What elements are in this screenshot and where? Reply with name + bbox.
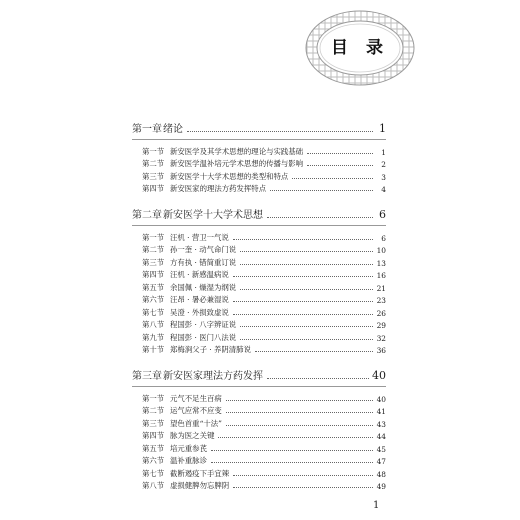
section-page: 21	[376, 283, 386, 293]
section-entry	[132, 404, 386, 417]
section-entry	[132, 144, 386, 157]
section-title: 虚损健脾勿忘脾阴	[170, 481, 230, 490]
section-title: 汪机 · 新感温病说	[170, 270, 229, 279]
leader-dots	[211, 450, 373, 451]
chapter-page: 1	[379, 122, 386, 135]
leader-dots	[226, 425, 373, 426]
leader-dots	[267, 378, 369, 379]
section-label: 第二节	[142, 159, 165, 168]
leader-dots	[240, 289, 373, 290]
leader-dots	[233, 314, 373, 315]
section-label: 第四节	[142, 431, 165, 440]
section-page: 43	[376, 419, 386, 429]
section-page: 29	[376, 321, 386, 330]
chapter-entry	[132, 202, 386, 221]
leader-dots	[218, 437, 373, 438]
section-page: 40	[376, 394, 386, 404]
chapter-title: 新安医家理法方药发挥	[163, 371, 263, 382]
section-label: 第五节	[142, 443, 165, 453]
leader-dots	[240, 264, 373, 265]
chapter-divider	[132, 386, 386, 387]
leader-dots	[233, 239, 373, 240]
section-entry	[132, 243, 386, 256]
chapter-entry	[132, 116, 386, 135]
section-title: 新安医学温补培元学术思想的传播与影响	[170, 159, 304, 168]
section-page: 36	[376, 346, 386, 355]
leader-dots	[233, 487, 373, 488]
section-page: 1	[381, 147, 386, 157]
section-page: 45	[376, 444, 386, 454]
section-title: 望色首重“十法”	[170, 418, 222, 428]
section-title: 新安医学及其学术思想的理论与实践基础	[170, 146, 304, 156]
chapter-entry	[132, 363, 386, 382]
leader-dots	[187, 131, 373, 132]
section-entry	[132, 479, 386, 492]
section-title: 孙一奎 · 动气命门说	[170, 245, 237, 254]
leader-dots	[211, 462, 373, 463]
leader-dots	[255, 351, 373, 352]
section-label: 第六节	[142, 295, 165, 304]
section-label: 第八节	[142, 320, 165, 329]
section-title: 脉为医之关键	[170, 431, 215, 440]
section-title: 郑梅涧父子 · 养阴清肺说	[170, 345, 251, 354]
section-label: 第五节	[142, 282, 165, 292]
chapter-gap	[132, 355, 386, 363]
leader-dots	[270, 190, 373, 191]
section-label: 第一节	[142, 146, 165, 156]
section-label: 第八节	[142, 481, 165, 490]
chapter-gap	[132, 194, 386, 202]
section-entry	[132, 305, 386, 318]
section-page: 2	[381, 160, 386, 169]
section-page: 41	[376, 407, 386, 416]
section-label: 第一节	[142, 393, 165, 403]
section-title: 新安医学十大学术思想的类型和特点	[170, 171, 289, 181]
section-title: 元气不足生百病	[170, 393, 222, 403]
section-entry	[132, 343, 386, 356]
section-label: 第二节	[142, 406, 165, 415]
section-title: 运气应常不应变	[170, 406, 222, 415]
section-title: 程国彭 · 八字辨证说	[170, 320, 237, 329]
section-title: 温补重脉诊	[170, 456, 207, 465]
section-entry	[132, 416, 386, 429]
section-label: 第十节	[142, 345, 165, 354]
section-page: 16	[376, 271, 386, 280]
section-entry	[132, 255, 386, 268]
chapter-page: 6	[379, 208, 386, 221]
section-title: 汪机 · 营卫一气说	[170, 232, 229, 242]
section-title: 程国彭 · 医门八法说	[170, 332, 237, 342]
leader-dots	[233, 301, 373, 302]
section-page: 6	[381, 233, 386, 243]
leader-dots	[307, 153, 373, 154]
section-entry	[132, 169, 386, 182]
section-label: 第三节	[142, 257, 165, 267]
section-page: 44	[376, 432, 386, 441]
chapter-page: 40	[372, 369, 386, 382]
section-page: 32	[376, 333, 386, 343]
section-entry	[132, 429, 386, 442]
leader-dots	[226, 412, 373, 413]
section-title: 方有执 · 错简重订说	[170, 257, 237, 267]
leader-dots	[240, 339, 373, 340]
section-label: 第七节	[142, 468, 165, 478]
leader-dots	[267, 217, 373, 218]
leader-dots	[307, 165, 373, 166]
section-title: 余国佩 · 燥湿为纲说	[170, 282, 237, 292]
section-title: 吴澄 · 外损致虚说	[170, 307, 229, 317]
chapter-title: 新安医学十大学术思想	[163, 210, 263, 221]
section-page: 47	[376, 457, 386, 466]
section-entry	[132, 318, 386, 331]
chapter-divider	[132, 139, 386, 140]
page-folio: 1	[373, 500, 380, 511]
section-label: 第二节	[142, 245, 165, 254]
section-entry	[132, 280, 386, 293]
section-page: 49	[376, 482, 386, 491]
chapter-title: 绪论	[163, 124, 183, 135]
section-entry	[132, 293, 386, 306]
section-entry	[132, 454, 386, 467]
section-label: 第三节	[142, 418, 165, 428]
table-of-contents	[132, 116, 386, 491]
section-label: 第四节	[142, 184, 165, 193]
section-page: 4	[381, 185, 386, 194]
section-title: 截断遏疫下手宜辣	[170, 468, 230, 478]
section-entry	[132, 157, 386, 170]
section-page: 10	[376, 246, 386, 255]
section-page: 3	[381, 172, 386, 182]
leader-dots	[233, 475, 373, 476]
chapter-label: 第一章	[132, 124, 162, 135]
section-title: 培元重参芪	[170, 443, 207, 453]
leader-dots	[292, 178, 373, 179]
section-label: 第六节	[142, 456, 165, 465]
section-label: 第九节	[142, 332, 165, 342]
chapter-label: 第二章	[132, 210, 162, 221]
chapter-label: 第三章	[132, 371, 162, 382]
section-entry	[132, 330, 386, 343]
leader-dots	[240, 251, 373, 252]
section-page: 48	[376, 469, 386, 479]
section-title: 新安医家的理法方药发挥特点	[170, 184, 267, 193]
leader-dots	[233, 276, 373, 277]
section-entry	[132, 441, 386, 454]
section-entry	[132, 466, 386, 479]
section-title: 汪昂 · 暑必兼湿说	[170, 295, 229, 304]
section-entry	[132, 268, 386, 281]
page-title: 目 录	[331, 38, 389, 58]
section-page: 23	[376, 296, 386, 305]
section-label: 第三节	[142, 171, 165, 181]
section-label: 第一节	[142, 232, 165, 242]
section-page: 26	[376, 308, 386, 318]
section-entry	[132, 182, 386, 195]
leader-dots	[240, 326, 373, 327]
section-entry	[132, 230, 386, 243]
section-page: 13	[376, 258, 386, 268]
section-label: 第四节	[142, 270, 165, 279]
section-entry	[132, 391, 386, 404]
leader-dots	[226, 400, 373, 401]
section-label: 第七节	[142, 307, 165, 317]
chapter-divider	[132, 225, 386, 226]
